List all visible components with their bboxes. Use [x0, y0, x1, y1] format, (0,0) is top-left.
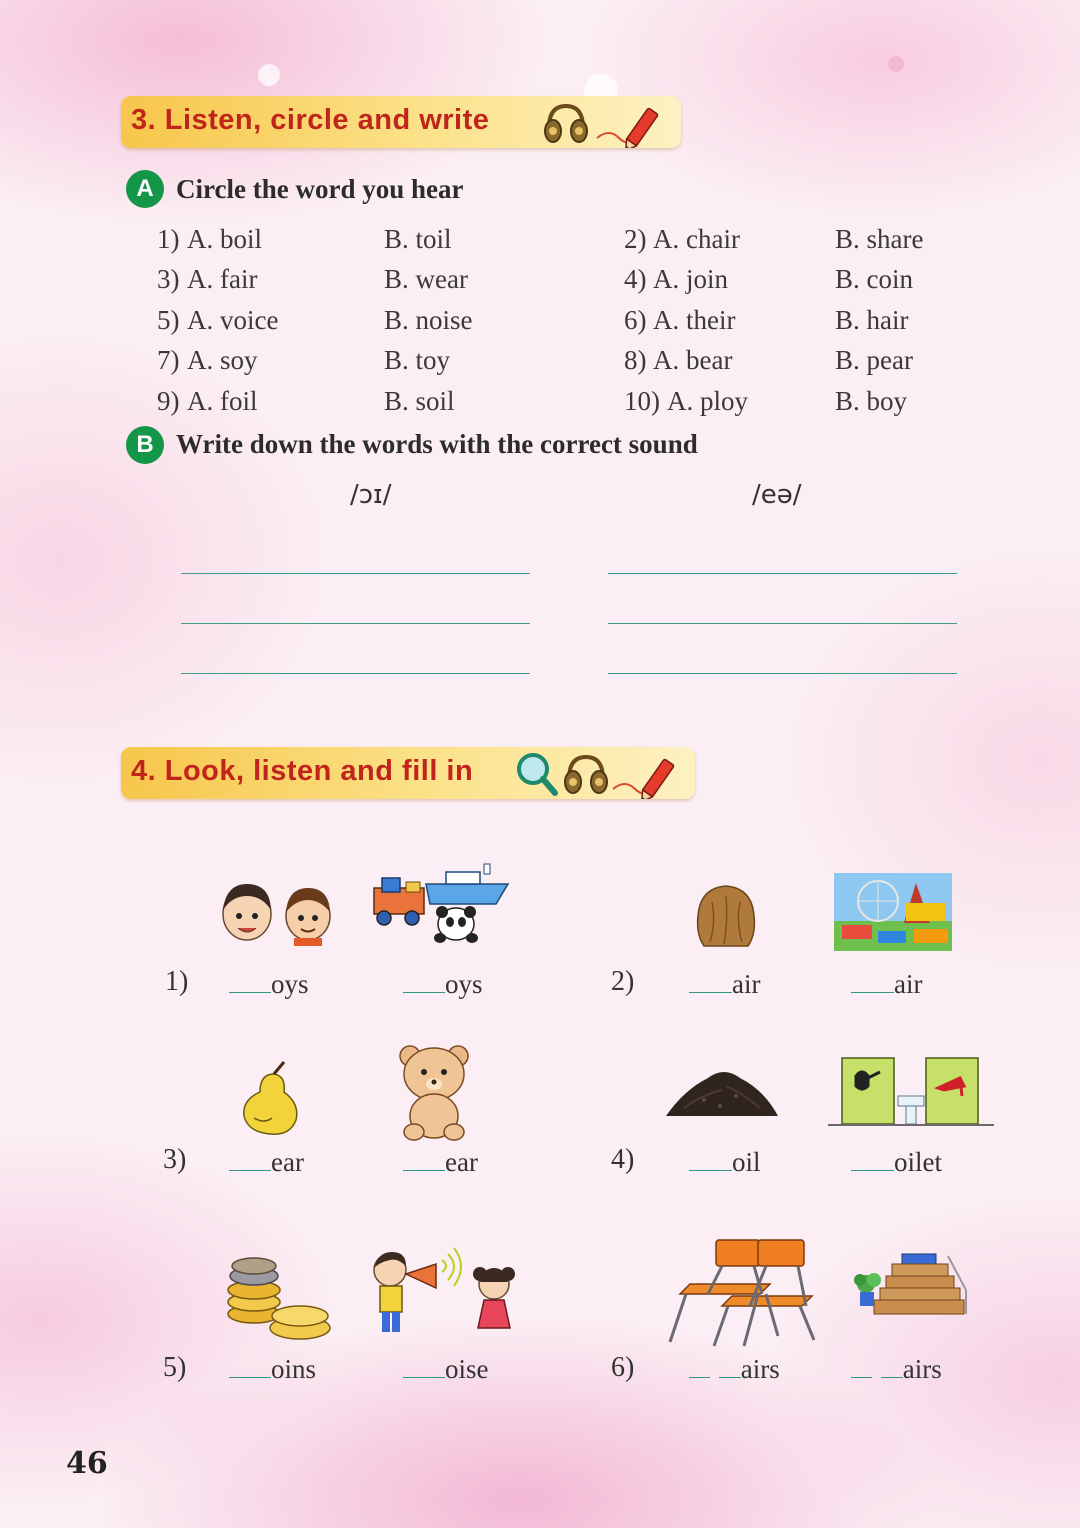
item-number: 2) [611, 966, 635, 997]
word-ending: airs [902, 1354, 942, 1384]
fill-in-item [851, 1146, 942, 1178]
answer-blank[interactable] [229, 1353, 271, 1378]
fill-in-item [689, 1353, 780, 1385]
answer-blank[interactable] [851, 1146, 894, 1171]
answer-blank[interactable] [403, 968, 445, 993]
answer-blank[interactable] [851, 1353, 872, 1378]
option-a[interactable]: A. ploy [667, 386, 748, 416]
option-a[interactable]: A. their [653, 305, 736, 335]
fill-in-item [689, 1146, 761, 1178]
word-ending: oilet [894, 1147, 942, 1177]
question-number: 8) [624, 345, 647, 375]
option-a[interactable]: A. bear [653, 345, 733, 375]
word-ending: oys [445, 969, 483, 999]
noise-icon [368, 1246, 522, 1336]
write-line[interactable] [608, 623, 957, 624]
fill-in-item [229, 968, 309, 1000]
decor-bubble [888, 56, 904, 72]
part-a-heading: Circle the word you hear [176, 174, 464, 204]
option-a[interactable]: A. voice [187, 305, 279, 335]
option-b[interactable]: B. noise [384, 305, 473, 335]
question-number: 6) [624, 305, 647, 335]
part-b-heading: Write down the words with the correct sound [176, 429, 698, 459]
word-ending: oil [732, 1147, 761, 1177]
fill-in-item [851, 968, 922, 1000]
fill-in-item [229, 1353, 316, 1385]
answer-blank[interactable] [403, 1146, 445, 1171]
toys-icon [368, 862, 512, 946]
answer-blank[interactable] [403, 1353, 445, 1378]
soil-icon [664, 1060, 780, 1120]
word-ending: air [732, 969, 761, 999]
decor-bubble [258, 64, 280, 86]
section3-title: 3. Listen, circle and write [131, 104, 490, 136]
word-ending: air [894, 969, 923, 999]
section3-banner [121, 96, 681, 148]
answer-blank[interactable] [719, 1353, 741, 1378]
item-number: 6) [611, 1352, 635, 1383]
option-b[interactable]: B. toy [384, 345, 451, 375]
option-b[interactable]: B. wear [384, 264, 468, 294]
answer-blank[interactable] [689, 968, 732, 993]
fill-in-item [689, 968, 760, 1000]
word-ending: airs [740, 1354, 780, 1384]
option-a[interactable]: A. join [653, 264, 729, 294]
write-line[interactable] [608, 673, 957, 674]
magnifier-icon [513, 749, 559, 799]
option-a[interactable]: A. boil [187, 224, 263, 254]
question-number: 3) [157, 264, 180, 294]
write-line[interactable] [181, 673, 530, 674]
stairs-icon [852, 1250, 970, 1324]
fill-in-item [403, 1146, 478, 1178]
option-b[interactable]: B. soil [384, 386, 455, 416]
answer-blank[interactable] [689, 1353, 710, 1378]
answer-blank[interactable] [851, 968, 894, 993]
item-number: 3) [163, 1144, 187, 1175]
option-b[interactable]: B. pear [835, 345, 913, 375]
write-line[interactable] [181, 573, 530, 574]
option-b[interactable]: B. coin [835, 264, 913, 294]
option-b[interactable]: B. boy [835, 386, 908, 416]
question-number: 2) [624, 224, 647, 254]
word-ending: ear [271, 1147, 304, 1177]
question-number: 1) [157, 224, 180, 254]
coins-icon [224, 1254, 334, 1344]
word-ending: oise [445, 1354, 489, 1384]
question-number: 10) [624, 386, 660, 416]
write-line[interactable] [608, 573, 957, 574]
fill-in-item [851, 1353, 942, 1385]
item-number: 4) [611, 1144, 635, 1175]
page-number: 46 [66, 1446, 108, 1481]
question-number: 5) [157, 305, 180, 335]
question-number: 7) [157, 345, 180, 375]
part-b-badge: B [126, 426, 164, 464]
pencil-icon [593, 98, 673, 148]
toilet-icon [828, 1056, 994, 1128]
word-ending: ear [445, 1147, 478, 1177]
fill-in-item [403, 1353, 489, 1385]
answer-blank[interactable] [229, 1146, 271, 1171]
hair-icon [692, 882, 760, 948]
headphones-icon [561, 749, 611, 799]
question-number: 4) [624, 264, 647, 294]
fair-icon [834, 873, 952, 951]
word-ending: oins [271, 1354, 317, 1384]
sound-oi-label: /ɔɪ/ [350, 480, 392, 510]
option-b[interactable]: B. share [835, 224, 924, 254]
item-number: 1) [165, 966, 189, 997]
option-b[interactable]: B. hair [835, 305, 909, 335]
question-number: 9) [157, 386, 180, 416]
word-ending: oys [271, 969, 309, 999]
option-a[interactable]: A. soy [187, 345, 258, 375]
option-a[interactable]: A. fair [187, 264, 258, 294]
answer-blank[interactable] [881, 1353, 903, 1378]
section4-title: 4. Look, listen and fill in [131, 755, 474, 787]
section4-banner [121, 747, 695, 799]
part-a-badge: A [126, 170, 164, 208]
headphones-icon [541, 98, 591, 148]
item-number: 5) [163, 1352, 187, 1383]
chairs-icon [666, 1236, 818, 1350]
sound-ea-label: /eə/ [752, 480, 802, 510]
option-a[interactable]: A. foil [187, 386, 258, 416]
pear-icon [240, 1060, 302, 1136]
answer-blank[interactable] [689, 1146, 732, 1171]
bear-icon [394, 1044, 474, 1142]
fill-in-item [403, 968, 483, 1000]
fill-in-item [229, 1146, 304, 1178]
option-a[interactable]: A. chair [653, 224, 740, 254]
pencil-icon [609, 749, 689, 799]
option-b[interactable]: B. toil [384, 224, 452, 254]
answer-blank[interactable] [229, 968, 271, 993]
write-line[interactable] [181, 623, 530, 624]
boys-icon [214, 874, 338, 946]
